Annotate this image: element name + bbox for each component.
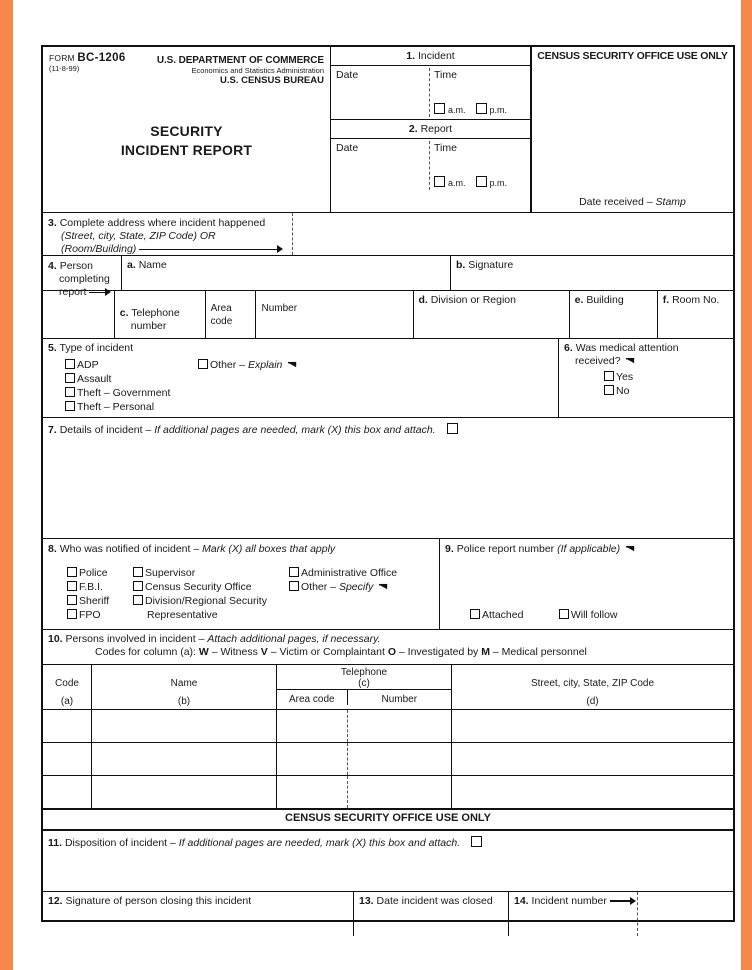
column-header-code-sub: (a) <box>60 696 74 707</box>
will-follow-checkbox[interactable] <box>559 609 569 619</box>
section-2-heading <box>331 120 530 139</box>
code-w-key: W <box>198 646 209 658</box>
section-5-option-adp[interactable] <box>65 359 170 373</box>
census-office-use-title: CENSUS SECURITY OFFICE USE ONLY <box>537 50 728 62</box>
section-9-plain-text: Police report number <box>456 543 558 555</box>
cell-name[interactable] <box>91 743 276 775</box>
section-8-option-sheriff[interactable] <box>67 595 109 609</box>
form-document <box>41 45 735 922</box>
report-pm-checkbox[interactable] <box>476 176 487 187</box>
section-8-option-fbi[interactable] <box>67 581 109 595</box>
incident-datetime-fields[interactable] <box>331 66 530 120</box>
theft-government-label: Theft – Government <box>77 386 171 399</box>
telephone-cell-divider <box>347 743 348 775</box>
section-13-number: 13. <box>359 895 374 907</box>
section-10-codes-legend <box>43 645 733 658</box>
census-office-use-bar: CENSUS SECURITY OFFICE USE ONLY <box>43 808 733 831</box>
section-13-label: Date incident was closed <box>376 895 493 907</box>
medical-yes-label: Yes <box>616 371 634 383</box>
section-12-number: 12. <box>48 895 63 907</box>
explain-pointer-icon <box>287 359 298 370</box>
supervisor-checkbox[interactable] <box>133 567 143 577</box>
section-4e-letter: e. <box>574 294 584 306</box>
form-header <box>43 47 733 213</box>
division-regional-security-checkbox[interactable] <box>133 595 143 605</box>
theft-personal-checkbox[interactable] <box>65 401 75 411</box>
cell-telephone[interactable] <box>276 743 451 775</box>
section-4d-letter: d. <box>418 294 428 306</box>
section-8-option-division-regional-security[interactable] <box>133 595 267 609</box>
column-header-telephone <box>276 665 451 709</box>
report-datetime-fields[interactable] <box>331 139 530 192</box>
section-3-divider <box>292 213 293 255</box>
section-10-column-headers <box>43 665 733 710</box>
column-header-code-text: Code <box>55 678 79 689</box>
code-v-desc: – Victim or Complaintant <box>270 646 385 658</box>
table-row[interactable] <box>43 743 733 776</box>
section-3-line1: Complete address where incident happened <box>59 217 266 229</box>
section-4d-label: Division or Region <box>430 294 516 306</box>
section-8-italic-text: Mark (X) all boxes that apply <box>202 543 336 555</box>
section-5-option-theft-personal[interactable] <box>65 401 170 415</box>
section-4-stub-line1: Person <box>59 260 93 272</box>
section-8-option-police[interactable] <box>67 567 109 581</box>
section-4c-area-code-label: Area code <box>210 303 233 327</box>
section-9-option-attached[interactable] <box>470 609 526 621</box>
section-8-option-administrative-office[interactable] <box>289 567 397 581</box>
column-header-address-text: Street, city, State, ZIP Code <box>530 678 655 689</box>
section-4c-area-code-field[interactable] <box>205 291 256 338</box>
section-6-option-yes[interactable] <box>604 371 633 385</box>
section-3-arrow-icon <box>139 245 283 253</box>
cell-address[interactable] <box>451 743 733 775</box>
column-header-code <box>43 665 91 709</box>
section-3-line2: (Street, city, State, ZIP Code) OR <box>61 230 216 243</box>
section-4-row-top <box>43 256 733 299</box>
section-4d-division-field[interactable] <box>413 291 569 338</box>
section-8-option-fpo[interactable] <box>67 609 109 623</box>
section-4c-letter: c. <box>119 307 129 319</box>
form-number: BC-1206 <box>77 52 126 64</box>
sheriff-label: Sheriff <box>79 594 110 607</box>
section-6-title-line1: Was medical attention <box>575 342 679 354</box>
code-v-key: V <box>260 646 268 658</box>
section-5-6-row <box>43 339 733 418</box>
section-4-stub-spacer <box>43 291 114 338</box>
column-header-address <box>451 665 733 709</box>
section-8-who-was-notified <box>43 539 439 629</box>
section-4b-signature-field[interactable] <box>450 256 733 290</box>
administrative-office-label: Administrative Office <box>301 567 398 579</box>
form-revision-date: (11-8-99) <box>49 64 80 73</box>
section-5-option-theft-government[interactable] <box>65 387 170 401</box>
section-4a-name-field[interactable] <box>121 256 450 290</box>
incident-report-datetime-column <box>330 47 530 212</box>
section-4-row-bottom <box>43 291 733 339</box>
section-8-column-2 <box>133 567 267 623</box>
theft-personal-label: Theft – Personal <box>77 400 155 413</box>
section-4-stub-line3: report <box>59 286 87 299</box>
incident-ampm-group[interactable] <box>434 103 507 115</box>
section-4-number: 4. <box>48 260 57 272</box>
agency-department: U.S. DEPARTMENT OF COMMERCE <box>156 55 324 66</box>
supervisor-label: Supervisor <box>145 567 196 579</box>
column-header-telephone-sub: (c) <box>358 678 370 689</box>
section-1-number: 1. <box>406 50 416 62</box>
will-follow-label: Will follow <box>570 609 618 621</box>
section-14-incident-number-field[interactable] <box>508 892 733 936</box>
report-date-label: Date <box>336 142 359 154</box>
column-header-area-code: Area code <box>289 694 335 705</box>
section-7-attach-checkbox[interactable] <box>447 423 458 434</box>
attached-label: Attached <box>482 609 524 621</box>
section-2-title: Report <box>420 123 453 135</box>
form-label: FORM <box>49 53 75 63</box>
assault-checkbox[interactable] <box>65 373 75 383</box>
section-4c-label-line2: number <box>130 320 167 333</box>
fbi-checkbox[interactable] <box>67 581 77 591</box>
medical-yes-checkbox[interactable] <box>604 371 614 381</box>
incident-pm-label: p.m. <box>489 105 508 115</box>
section-8-column-1 <box>67 567 109 623</box>
section-6-options-column <box>604 371 633 399</box>
specify-pointer-icon <box>378 581 389 592</box>
section-7-plain-text: Details of incident – <box>59 424 155 436</box>
police-report-pointer-icon <box>625 543 636 554</box>
agency-bureau: U.S. CENSUS BUREAU <box>220 75 324 86</box>
sheriff-checkbox[interactable] <box>67 595 77 605</box>
section-9-italic-text: (If applicable) <box>557 543 621 555</box>
medical-pointer-icon <box>625 355 636 366</box>
incident-date-label: Date <box>336 69 359 81</box>
code-m-key: M <box>481 646 490 658</box>
code-w-desc: – Witness <box>211 646 258 658</box>
section-7-italic-text: If additional pages are needed, mark (X) this box and attach. <box>154 424 436 436</box>
section-3-label <box>43 213 733 230</box>
section-8-option-census-security-office[interactable] <box>133 581 267 595</box>
page-title-line2: INCIDENT REPORT <box>120 141 253 158</box>
section-8-plain-text: Who was notified of incident – <box>59 543 203 555</box>
section-8-9-row <box>43 539 733 630</box>
column-header-name-sub: (b) <box>177 696 191 707</box>
agency-administration: Economics and Statistics Administration <box>191 66 324 75</box>
attached-checkbox[interactable] <box>470 609 480 619</box>
section-9-police-report-number[interactable] <box>439 539 733 629</box>
section-2-number: 2. <box>408 123 418 135</box>
cell-address[interactable] <box>451 710 733 742</box>
cell-name[interactable] <box>91 776 276 808</box>
section-10-plain-text: Persons involved in incident – <box>65 633 208 645</box>
section-4c-label-line1: Telephone <box>131 307 180 319</box>
section-5-option-other[interactable] <box>198 359 298 373</box>
column-header-telephone-sub-row <box>277 690 451 705</box>
section-12-label: Signature of person closing this incident <box>65 895 252 907</box>
section-11-plain-text: Disposition of incident – <box>64 837 179 849</box>
incident-date-time-divider <box>429 68 430 117</box>
census-security-office-checkbox[interactable] <box>133 581 143 591</box>
section-5-number: 5. <box>48 342 57 354</box>
code-o-key: O <box>387 646 396 658</box>
section-5-option-assault[interactable] <box>65 373 170 387</box>
incident-am-checkbox[interactable] <box>434 103 445 114</box>
section-6-title-line2: received? <box>575 355 621 368</box>
section-4f-label: Room No. <box>672 294 720 306</box>
fbi-label: F.B.I. <box>79 580 103 593</box>
section-5-options-column <box>65 359 170 415</box>
other-incident-explain-label: Explain <box>247 359 283 371</box>
section-3-number: 3. <box>48 217 57 229</box>
codes-intro: Codes for column (a): <box>95 646 196 658</box>
division-regional-security-label: Division/Regional Security <box>145 594 267 607</box>
notified-other-specify-label: Specify <box>338 580 374 593</box>
section-5-type-of-incident <box>43 339 558 417</box>
police-checkbox[interactable] <box>67 567 77 577</box>
masthead <box>43 47 330 212</box>
report-am-label: a.m. <box>448 178 466 188</box>
column-header-number: Number <box>347 690 451 705</box>
section-3-line3: (Room/Building) <box>61 243 137 256</box>
census-security-office-label: Census Security Office <box>145 580 252 593</box>
date-received-stamp-label <box>532 196 733 208</box>
date-received-text: Date received – <box>579 196 656 208</box>
other-incident-checkbox[interactable] <box>198 359 208 369</box>
section-4a-letter: a. <box>127 259 136 271</box>
code-o-desc: – Investigated by <box>398 646 479 658</box>
section-12-signature-field[interactable] <box>43 892 353 936</box>
section-14-divider <box>637 892 638 936</box>
section-8-option-supervisor[interactable] <box>133 567 267 581</box>
adp-checkbox[interactable] <box>65 359 75 369</box>
section-11-attach-checkbox[interactable] <box>471 836 482 847</box>
section-4b-label: Signature <box>468 259 514 271</box>
incident-pm-checkbox[interactable] <box>476 103 487 114</box>
section-11-disposition[interactable] <box>43 831 733 892</box>
section-8-number: 8. <box>48 543 57 555</box>
section-9-options-row <box>470 605 618 623</box>
census-security-office-use-box[interactable] <box>530 47 733 212</box>
report-am-checkbox[interactable] <box>434 176 445 187</box>
section-5-title: Type of incident <box>59 342 134 354</box>
cell-name[interactable] <box>91 710 276 742</box>
section-6-number: 6. <box>564 342 573 354</box>
page-title-line1: SECURITY <box>150 123 223 139</box>
cell-code[interactable] <box>43 743 91 775</box>
section-1-title: Incident <box>417 50 455 62</box>
section-13-date-closed-field[interactable] <box>353 892 508 936</box>
cell-telephone[interactable] <box>276 710 451 742</box>
column-header-name-text: Name <box>170 678 198 689</box>
notified-other-checkbox[interactable] <box>289 581 299 591</box>
section-4a-label: Name <box>138 259 167 271</box>
section-11-italic-text: If additional pages are needed, mark (X) this box and attach. <box>178 837 461 849</box>
section-4f-letter: f. <box>662 294 670 306</box>
cell-code[interactable] <box>43 710 91 742</box>
table-row[interactable] <box>43 710 733 743</box>
medical-no-checkbox[interactable] <box>604 385 614 395</box>
code-m-desc: – Medical personnel <box>492 646 587 658</box>
assault-label: Assault <box>77 372 112 385</box>
section-4-stub-line2: completing <box>59 273 110 286</box>
division-regional-security-label-line2: Representative <box>147 608 218 621</box>
section-6-medical-attention <box>558 339 733 417</box>
theft-government-checkbox[interactable] <box>65 387 75 397</box>
telephone-cell-divider <box>347 710 348 742</box>
section-4b-letter: b. <box>456 259 466 271</box>
section-7-number: 7. <box>48 424 57 436</box>
incident-time-label: Time <box>434 69 457 81</box>
incident-am-label: a.m. <box>448 105 466 115</box>
page-title <box>43 122 330 160</box>
section-4e-label: Building <box>586 294 624 306</box>
fpo-label: FPO <box>79 608 101 621</box>
section-9-number: 9. <box>445 543 454 555</box>
report-time-label: Time <box>434 142 457 154</box>
other-incident-label: Other – <box>210 359 248 371</box>
section-7-details-of-incident[interactable] <box>43 418 733 539</box>
column-header-address-sub: (d) <box>586 696 599 707</box>
cell-telephone[interactable] <box>276 776 451 808</box>
section-4f-room-field[interactable] <box>657 291 733 338</box>
section-14-label: Incident number <box>531 895 607 907</box>
section-8-column-3 <box>289 567 397 595</box>
section-4c-number-field[interactable] <box>255 291 412 338</box>
stamp-text: Stamp <box>655 196 686 208</box>
report-date-time-divider <box>429 141 430 190</box>
section-1-heading <box>331 47 530 66</box>
section-8-option-other[interactable] <box>289 581 397 595</box>
telephone-cell-divider <box>347 776 348 808</box>
section-14-number: 14. <box>514 895 529 907</box>
column-header-telephone-group <box>277 665 451 690</box>
column-header-name <box>91 665 276 709</box>
notified-other-label: Other – <box>301 580 339 593</box>
table-row[interactable] <box>43 776 733 808</box>
report-ampm-group[interactable] <box>434 176 507 188</box>
section-12-13-14-row <box>43 892 733 936</box>
report-pm-label: p.m. <box>489 178 508 188</box>
medical-no-label: No <box>616 384 630 397</box>
section-4e-building-field[interactable] <box>569 291 657 338</box>
section-4c-number-label: Number <box>261 303 298 314</box>
section-10-italic-text: Attach additional pages, if necessary. <box>207 633 381 645</box>
cell-address[interactable] <box>451 776 733 808</box>
fpo-checkbox[interactable] <box>67 609 77 619</box>
section-10-heading <box>43 630 733 665</box>
section-4c-telephone-label <box>114 291 205 338</box>
column-header-telephone-text: Telephone <box>340 667 388 678</box>
section-6-option-no[interactable] <box>604 385 633 399</box>
section-11-number: 11. <box>48 837 63 849</box>
adp-label: ADP <box>77 359 99 371</box>
section-9-option-will-follow[interactable] <box>559 609 618 621</box>
police-label: Police <box>79 567 108 579</box>
section-14-arrow-icon <box>610 897 636 905</box>
cell-code[interactable] <box>43 776 91 808</box>
section-10-number: 10. <box>48 633 63 645</box>
section-3-address[interactable] <box>43 213 733 256</box>
administrative-office-checkbox[interactable] <box>289 567 299 577</box>
